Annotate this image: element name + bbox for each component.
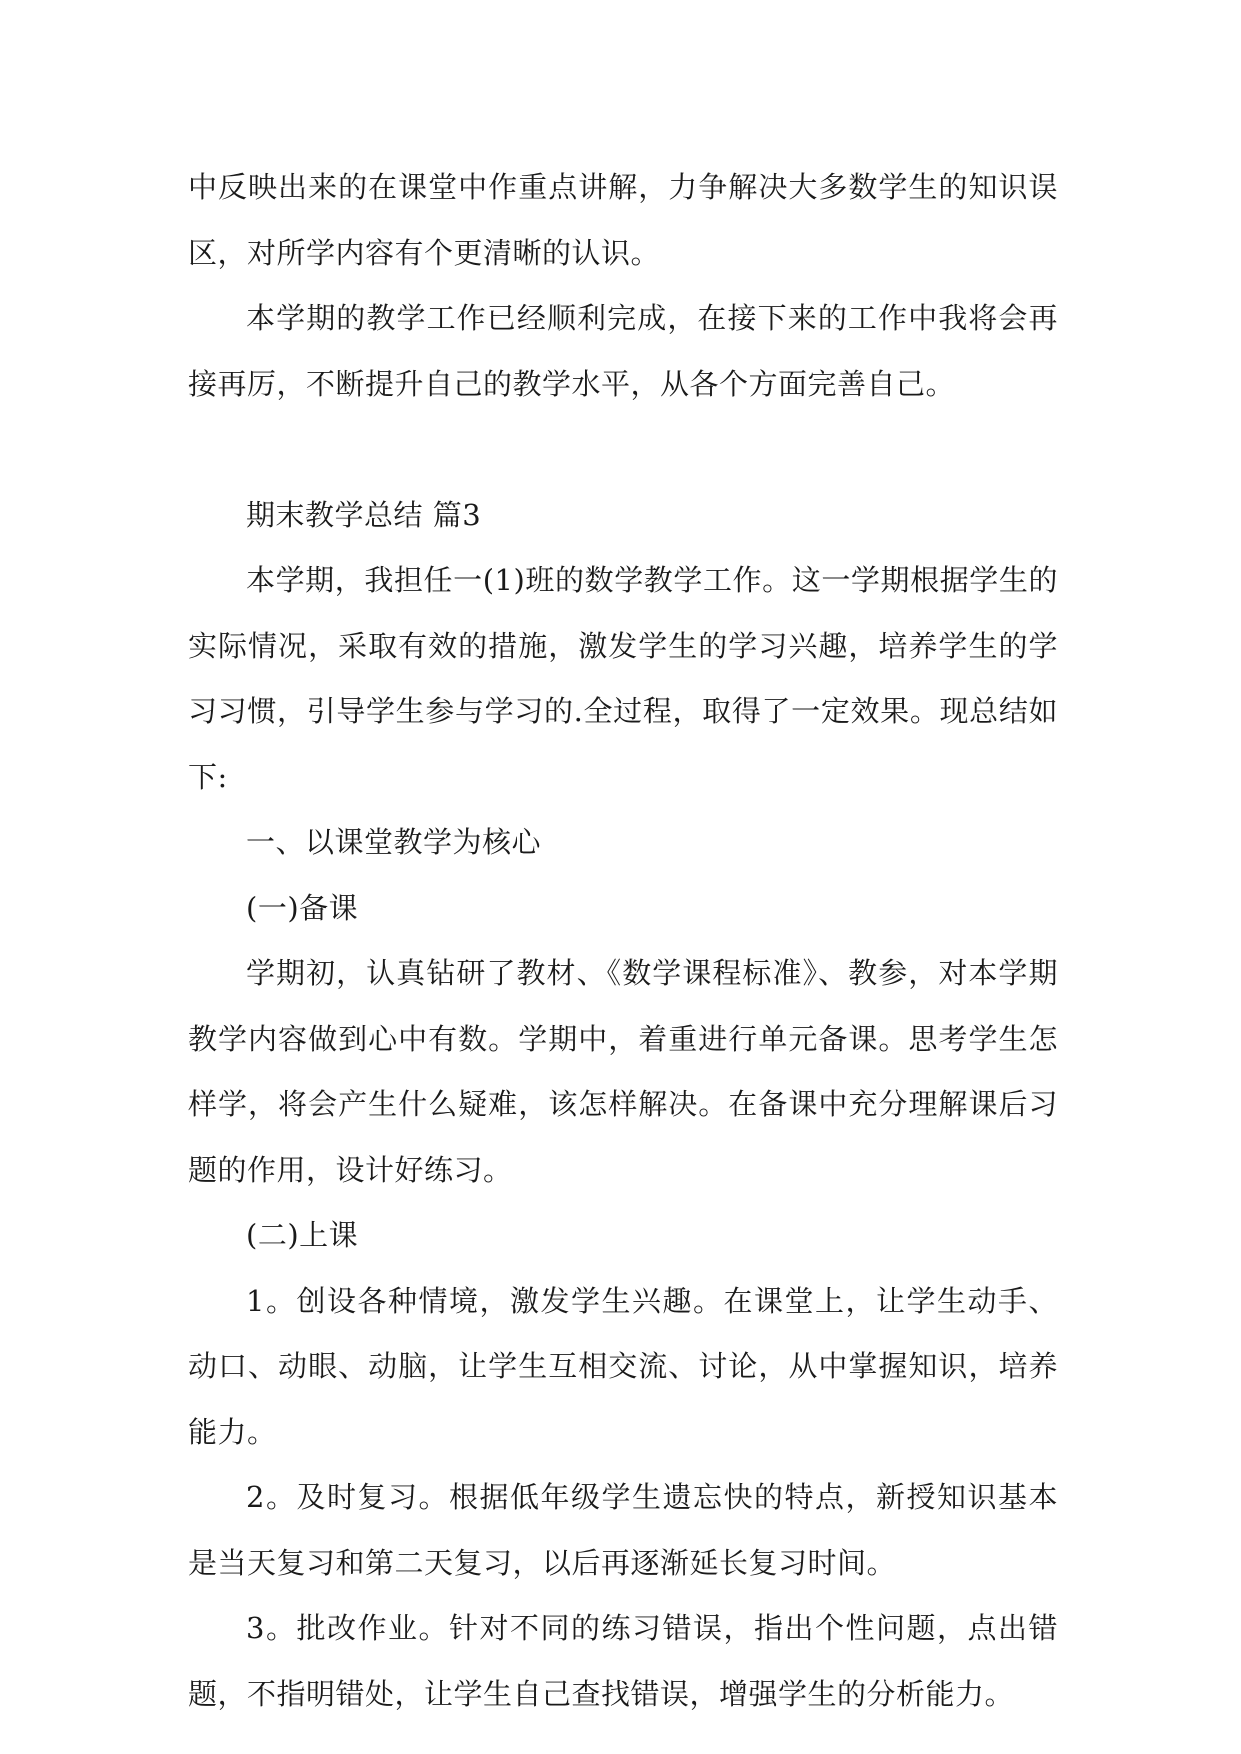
heading-level-2-class: (二)上课 xyxy=(246,1218,359,1252)
paragraph-continuation: 中反映出来的在课堂中作重点讲解，力争解决大多数学生的知识误区，对所学内容有个更清晰的认识。 xyxy=(188,170,1058,270)
document-body xyxy=(188,155,1058,1727)
heading-level-1: 一、以课堂教学为核心 xyxy=(246,825,542,859)
paragraph-closing: 本学期的教学工作已经顺利完成，在接下来的工作中我将会再接再厉，不断提升自己的教学水平，从各个方面完善自己。 xyxy=(188,301,1058,401)
paragraph-intro: 本学期，我担任一(1)班的数学教学工作。这一学期根据学生的实际情况，采取有效的措施，激发学生的学习兴趣，培养学生的学习习惯，引导学生参与学习的.全过程，取得了一定效果。现总结如下: xyxy=(188,563,1058,794)
paragraph-prep: 学期初，认真钻研了教材、《数学课程标准》、教参，对本学期教学内容做到心中有数。学期中，着重进行单元备课。思考学生怎样学，将会产生什么疑难，该怎样解决。在备课中充分理解课后习题的作用，设计好练习。 xyxy=(188,956,1058,1187)
list-item-2: 2。及时复习。根据低年级学生遗忘快的特点，新授知识基本是当天复习和第二天复习，以后再逐渐延长复习时间。 xyxy=(188,1480,1058,1580)
section-heading: 期末教学总结 篇3 xyxy=(246,497,482,532)
list-item-3: 3。批改作业。针对不同的练习错误，指出个性问题，点出错题，不指明错处，让学生自己查找错误，增强学生的分析能力。 xyxy=(188,1611,1058,1711)
heading-level-2-prep: (一)备课 xyxy=(246,890,359,925)
list-item-1: 1。创设各种情境，激发学生兴趣。在课堂上，让学生动手、动口、动眼、动脑，让学生互相交流、讨论，从中掌握知识，培养能力。 xyxy=(188,1283,1058,1449)
